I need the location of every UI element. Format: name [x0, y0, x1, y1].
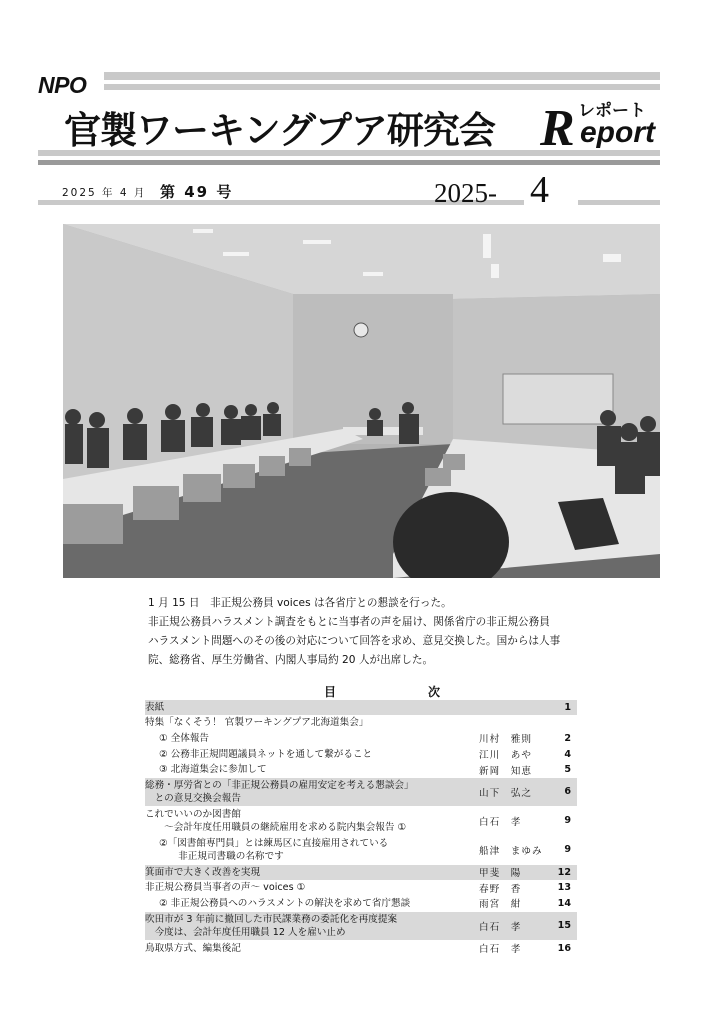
toc-page-number: 6: [564, 786, 571, 798]
caption-line: 院、総務省、厚生労働省、内閣人事局約 20 人が出席した。: [148, 654, 434, 666]
photo-caption: [148, 594, 588, 670]
toc-row: [145, 762, 577, 778]
toc-row: [145, 912, 577, 941]
toc-row: [145, 865, 577, 881]
toc-item-title: [145, 732, 479, 745]
issue-band-right: [578, 200, 660, 205]
toc-title-line: 箕面市で大きく改善を実現: [145, 866, 261, 878]
toc-item-title: [145, 779, 479, 805]
masthead-band-2: [104, 84, 660, 90]
toc-author: 春野 香: [479, 883, 522, 895]
toc-title-line: ① 全体報告: [159, 732, 210, 744]
toc-title-line: との意見交換会報告: [145, 792, 241, 804]
toc-author: 新岡 知恵: [479, 765, 532, 777]
toc-title-line: 鳥取県方式、編集後記: [145, 942, 241, 954]
toc-item-title: [145, 881, 479, 894]
toc-author: 山下 弘之: [479, 787, 532, 799]
toc-author: 白石 孝: [479, 921, 522, 933]
toc-title-line: ②「図書館専門員」とは練馬区に直接雇用されている: [159, 837, 389, 849]
toc-page-number: 4: [564, 748, 571, 760]
toc-title-line: 特集「なくそう！ 官製ワーキングプア北海道集会」: [145, 717, 369, 729]
issue-number: 第 49 号: [160, 183, 234, 201]
report-logo-r: R: [540, 100, 575, 157]
toc-author: 白石 孝: [479, 816, 522, 828]
meeting-room-photo: [63, 224, 660, 578]
toc-title-line: 吹田市が 3 年前に撤回した市民課業務の委託化を再度提案: [145, 913, 398, 925]
toc-author: 川村 雅則: [479, 734, 532, 746]
toc-row: [145, 716, 577, 732]
toc-author: 江川 あや: [479, 750, 532, 762]
toc-item-title: [145, 701, 479, 714]
toc-row: [145, 881, 577, 897]
toc-item-title: [145, 897, 479, 910]
report-kana: レポート: [578, 101, 646, 121]
toc-item-title: [145, 866, 479, 879]
toc-page-number: 9: [564, 844, 571, 856]
toc-author: 船津 まゆみ: [479, 845, 543, 857]
toc-item-title: [145, 716, 479, 729]
toc-row: [145, 896, 577, 912]
toc-title-line: ② 公務非正規問題議員ネットを通して繋がること: [159, 748, 373, 760]
toc-page-number: 2: [564, 732, 571, 744]
npo-label: NPO: [38, 72, 87, 98]
toc-item-title: [145, 913, 479, 939]
toc-title-line: 表紙: [145, 701, 165, 713]
toc-title-line: ③ 北海道集会に参加して: [159, 764, 267, 776]
masthead-band-4: [38, 160, 660, 165]
toc-title-line: ② 非正規公務員へのハラスメントの解決を求めて省庁懇談: [159, 897, 411, 909]
toc-page-number: 9: [564, 815, 571, 827]
toc-row: [145, 731, 577, 747]
toc-title-line: 非正規公務員当事者の声〜 voices ①: [145, 882, 306, 894]
issue-date: 2025 年 4 月: [62, 187, 147, 199]
toc-page-number: 16: [557, 942, 571, 954]
table-of-contents: [145, 700, 577, 956]
toc-row: [145, 807, 577, 836]
toc-row: [145, 747, 577, 763]
toc-item-title: [145, 748, 479, 761]
caption-line: 非正規公務員ハラスメント調査をもとに当事者の声を届け、関係省庁の非正規公務員: [148, 616, 550, 628]
toc-item-title: [145, 808, 479, 834]
toc-page-number: 5: [564, 764, 571, 776]
toc-row: [145, 836, 577, 865]
toc-author: 白石 孝: [479, 944, 522, 956]
toc-title-line: これでいいのか図書館: [145, 808, 241, 820]
issue-month: 4: [530, 169, 549, 211]
toc-page-number: 13: [557, 882, 571, 894]
toc-author: 雨宮 紺: [479, 899, 522, 911]
toc-title-line: 非正規司書職の名称です: [159, 850, 284, 862]
toc-row: [145, 700, 577, 716]
publication-title: 官製ワーキングプア研究会: [64, 109, 495, 152]
toc-title-line: 今度は、会計年度任用職員 12 人を雇い止め: [145, 926, 346, 938]
toc-item-title: [145, 763, 479, 776]
toc-page-number: 12: [557, 866, 571, 878]
caption-line: 1 月 15 日 非正規公務員 voices は各省庁との懇談を行った。: [148, 597, 452, 609]
caption-line: ハラスメント問題へのその後の対応について回答を求め、意見交換した。国からは人事: [148, 635, 561, 647]
toc-row: [145, 778, 577, 807]
toc-page-number: 1: [564, 701, 571, 713]
issue-year: 2025-: [434, 178, 497, 208]
toc-item-title: [145, 837, 479, 863]
toc-heading: 目 次: [324, 685, 481, 699]
masthead-band-top: [104, 72, 660, 80]
toc-page-number: 14: [557, 897, 571, 909]
toc-page-number: 15: [557, 920, 571, 932]
toc-row: [145, 941, 577, 957]
toc-title-line: 総務・厚労省との「非正規公務員の雇用安定を考える懇談会」: [145, 779, 414, 791]
toc-author: 甲斐 陽: [479, 868, 522, 880]
report-logo-rest: eport: [580, 116, 655, 149]
toc-item-title: [145, 942, 479, 955]
toc-title-line: 〜会計年度任用職員の継続雇用を求める院内集会報告 ①: [145, 821, 407, 833]
